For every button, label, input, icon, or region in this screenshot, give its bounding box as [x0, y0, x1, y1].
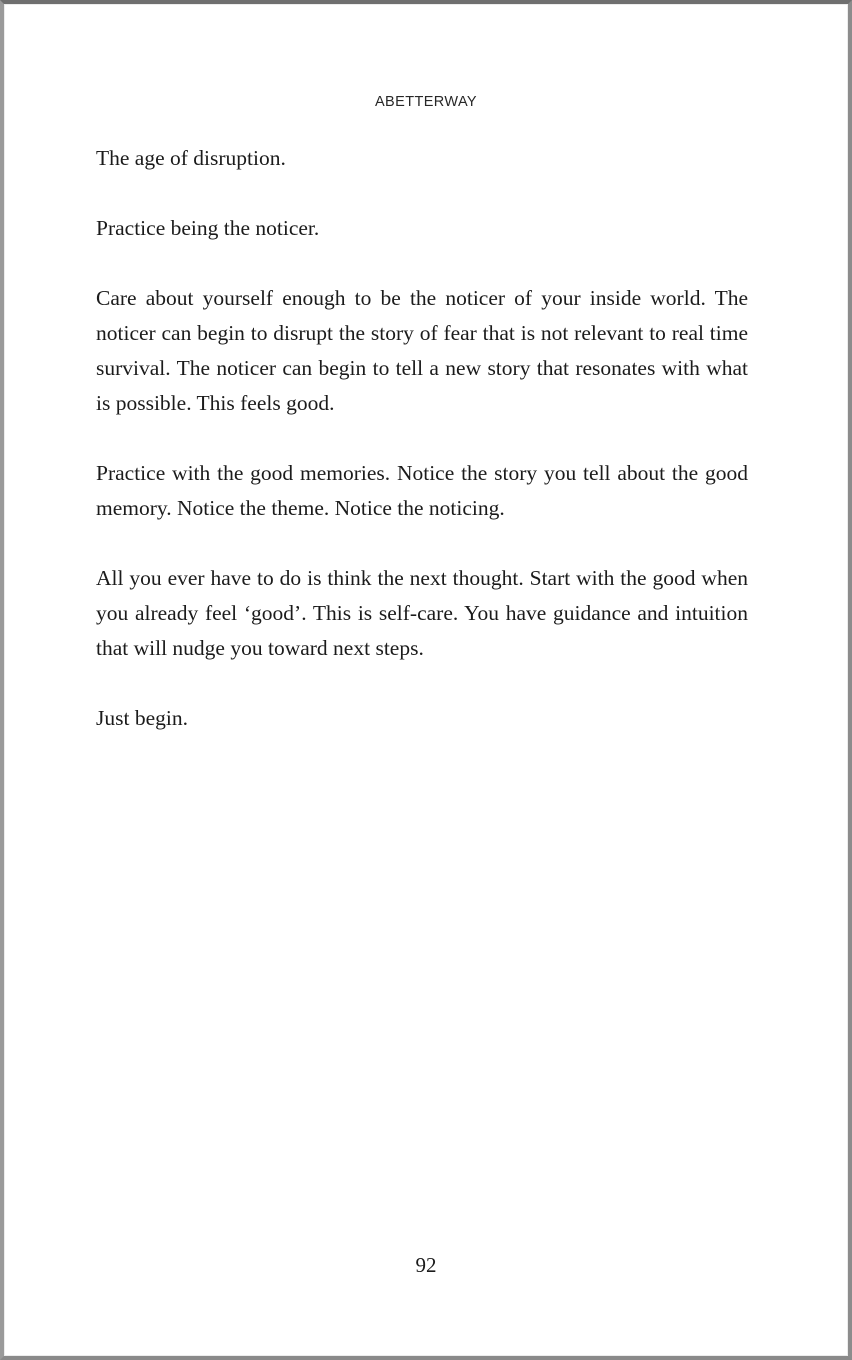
paragraph: Practice being the noticer.: [96, 216, 320, 240]
paragraph: Just begin.: [96, 706, 188, 730]
paragraph: Practice with the good memories. Notice the story you tell about the good memory. Notice the theme. Notice the noticing.: [96, 461, 748, 520]
running-header-title: ABETTERWAY: [374, 94, 478, 110]
page-number: 92: [415, 1253, 437, 1277]
paragraph: Care about yourself enough to be the noticer of your inside world. The noticer can begin to disrupt the story of fear that is not relevant to real time survival. The noticer can begin to tell a new story that resonates with what is possible. This feels good.: [96, 286, 748, 415]
paragraph: The age of disruption.: [96, 146, 286, 170]
paragraph: All you ever have to do is think the next thought. Start with the good when you already feel ‘good’. This is self-care. You have guidance and intuition that will nudge you toward next steps.: [96, 566, 748, 660]
page-body-text: [96, 141, 748, 771]
